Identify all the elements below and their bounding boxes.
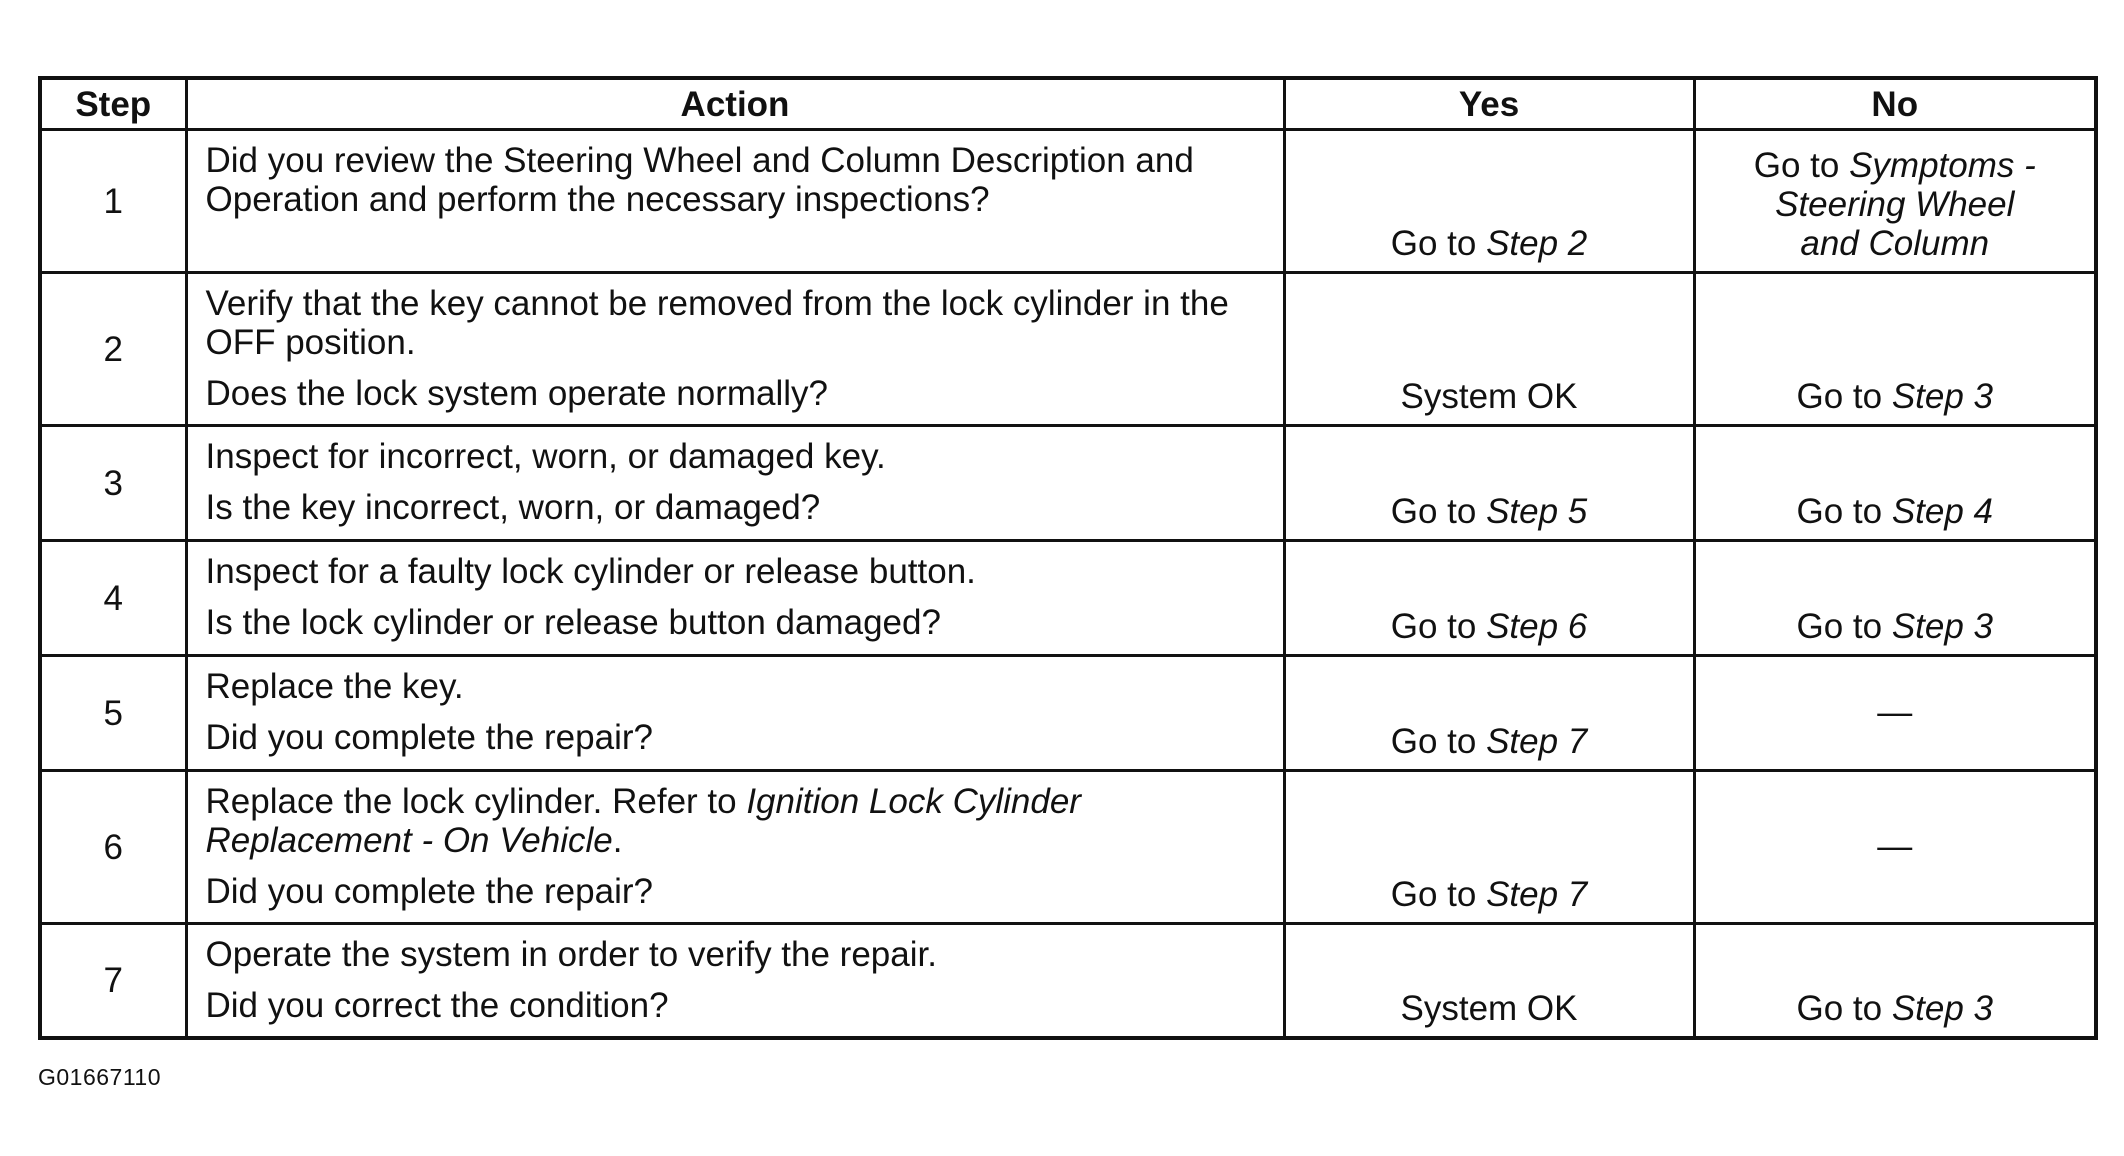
action-question: Does the lock system operate normally? [205, 374, 828, 413]
action-cell [186, 541, 1284, 656]
no-cell [1694, 771, 2096, 924]
no-cell [1694, 541, 2096, 656]
header-no: No [1694, 78, 2096, 130]
diagnostic-table-container [38, 76, 2094, 1040]
action-cell [186, 426, 1284, 541]
action-text: Inspect for a faulty lock cylinder or release button. [205, 552, 976, 591]
action-text: Verify that the key cannot be removed from the lock cylinder in the OFF position. [205, 284, 1229, 362]
no-prefix: Go to [1796, 607, 1892, 646]
yes-cell [1284, 130, 1694, 273]
yes-prefix: Go to [1390, 722, 1487, 761]
yes-text: System OK [1400, 988, 1578, 1028]
action-question: Is the lock cylinder or release button damaged? [205, 603, 941, 642]
procedure-ref: Ignition Lock Cylinder Replacement - On Vehicle [205, 782, 1081, 860]
no-line-1 [1706, 146, 2085, 185]
no-cell [1694, 130, 2096, 273]
no-prefix: Go to [1796, 492, 1892, 531]
yes-step-ref: Step 6 [1486, 607, 1588, 646]
yes-cell [1284, 924, 1694, 1038]
yes-step-ref: Step 7 [1486, 722, 1588, 761]
action-question: Did you complete the repair? [205, 718, 653, 757]
action-text-prefix: Replace the lock cylinder. Refer to [205, 782, 747, 821]
header-step: Step [40, 78, 186, 130]
table-row [40, 924, 2096, 1038]
no-dash: — [1877, 692, 1913, 732]
yes-cell [1284, 273, 1694, 426]
no-step-ref: Step 3 [1891, 377, 1994, 416]
yes-step-ref: Step 2 [1486, 224, 1588, 263]
yes-step-ref: Step 7 [1486, 875, 1588, 914]
yes-prefix: Go to [1390, 875, 1487, 914]
action-cell [186, 656, 1284, 771]
yes-step-ref: Step 5 [1486, 492, 1588, 531]
yes-cell [1284, 771, 1694, 924]
step-number: 4 [40, 541, 186, 656]
step-number: 6 [40, 771, 186, 924]
action-text [206, 782, 1269, 860]
yes-text: System OK [1400, 377, 1578, 416]
step-number: 7 [40, 924, 186, 1038]
no-cell [1694, 426, 2096, 541]
action-text: Operate the system in order to verify the repair. [205, 935, 937, 974]
yes-prefix: Go to [1390, 224, 1487, 263]
no-cell [1694, 273, 2096, 426]
no-dash: — [1877, 826, 1913, 866]
no-cell [1694, 924, 2096, 1038]
no-step-ref: Step 4 [1891, 492, 1994, 531]
no-prefix: Go to [1796, 377, 1892, 416]
action-cell [186, 130, 1284, 273]
yes-cell [1284, 541, 1694, 656]
table-row [40, 426, 2096, 541]
yes-prefix: Go to [1390, 492, 1487, 531]
action-question: Did you complete the repair? [205, 872, 653, 911]
no-step-ref: Step 3 [1891, 988, 1994, 1028]
table-row [40, 541, 2096, 656]
step-number: 1 [40, 130, 186, 273]
action-text-suffix: . [612, 821, 623, 860]
step-number: 5 [40, 656, 186, 771]
diagnostic-table [38, 76, 2098, 1040]
table-row [40, 656, 2096, 771]
action-cell [186, 771, 1284, 924]
figure-id: G01667110 [38, 1064, 162, 1090]
no-prefix: Go to [1796, 988, 1892, 1028]
action-cell [186, 273, 1284, 426]
action-text: Replace the key. [205, 667, 464, 706]
no-prefix: Go to [1753, 146, 1850, 185]
yes-prefix: Go to [1390, 607, 1487, 646]
table-row [40, 130, 2096, 273]
yes-cell [1284, 426, 1694, 541]
no-ref-part-2: Steering Wheel [1775, 185, 2015, 224]
action-question: Did you correct the condition? [205, 986, 669, 1025]
step-number: 3 [40, 426, 186, 541]
no-ref-part-3: and Column [1800, 224, 1990, 263]
table-row [40, 771, 2096, 924]
step-number: 2 [40, 273, 186, 426]
header-action: Action [186, 78, 1284, 130]
no-cell [1694, 656, 2096, 771]
no-step-ref: Step 3 [1891, 607, 1994, 646]
action-question: Is the key incorrect, worn, or damaged? [205, 488, 821, 527]
header-yes: Yes [1284, 78, 1694, 130]
action-text: Did you review the Steering Wheel and Column Description and Operation and perform the necessary inspections? [205, 141, 1194, 219]
action-text: Inspect for incorrect, worn, or damaged key. [205, 437, 886, 476]
action-cell [186, 924, 1284, 1038]
no-ref-part-1: Symptoms - [1849, 146, 2036, 185]
table-header-row [40, 78, 2096, 130]
table-row [40, 273, 2096, 426]
yes-cell [1284, 656, 1694, 771]
